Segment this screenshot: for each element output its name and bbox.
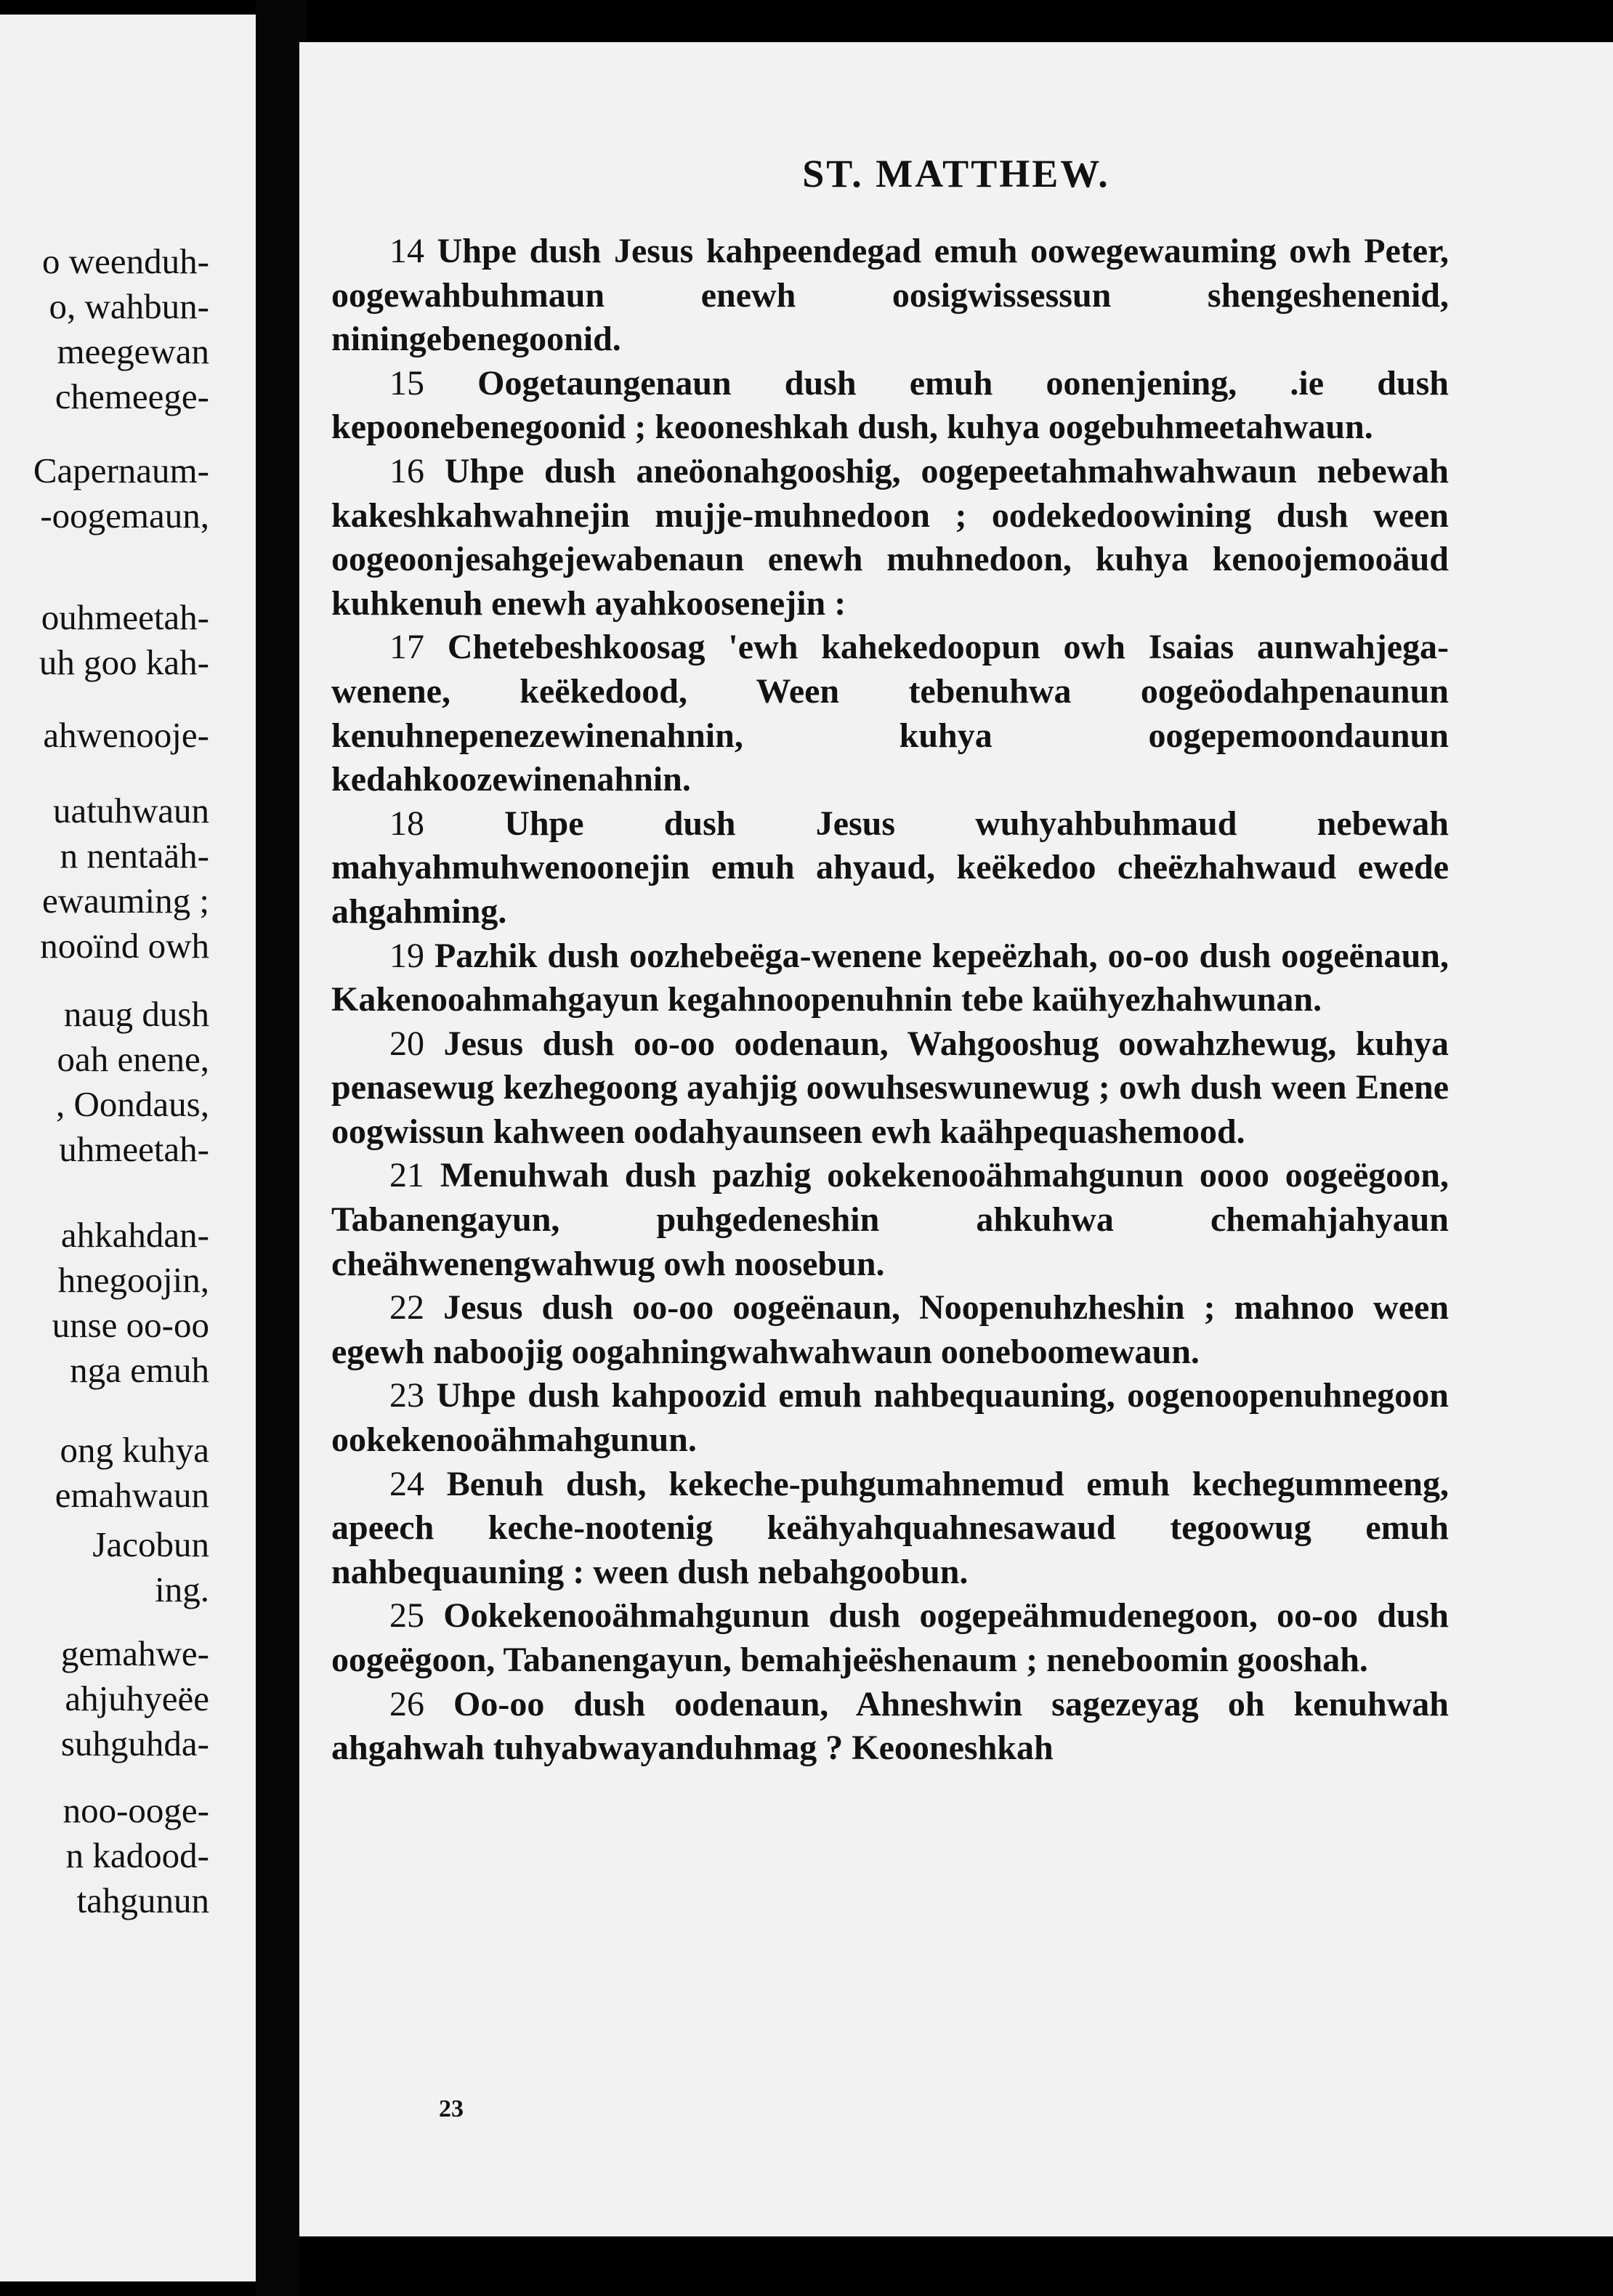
facing-page-line: uh goo kah- bbox=[39, 642, 209, 682]
facing-page-line: hnegoojin, bbox=[57, 1260, 209, 1300]
verse-number: 22 bbox=[389, 1288, 424, 1327]
verse-text: Oo-oo dush oodenaun, Ahneshwin sagezeyag oh kenuhwah ahgahwah tuhyabwayanduhmag ? Keooneshkah bbox=[331, 1684, 1450, 1768]
facing-page-line: n nentaäh- bbox=[60, 836, 209, 876]
facing-page-line: o, wahbun- bbox=[49, 286, 209, 326]
facing-page-line: ouhmeetah- bbox=[41, 597, 209, 637]
facing-page-line: tahgunun bbox=[76, 1880, 209, 1920]
facing-page-line: ahkahdan- bbox=[60, 1215, 209, 1255]
facing-page-line: uhmeetah- bbox=[59, 1129, 209, 1169]
facing-page-line: naug dush bbox=[63, 994, 209, 1034]
verse-number: 18 bbox=[389, 804, 424, 843]
facing-page-line: unse oo-oo bbox=[52, 1305, 209, 1345]
verse-14 bbox=[331, 230, 1449, 362]
verse-number: 17 bbox=[389, 628, 424, 667]
facing-page-line: chemeege- bbox=[54, 376, 209, 416]
facing-page-line: nga emuh bbox=[70, 1350, 209, 1390]
facing-page-line: ong kuhya bbox=[60, 1430, 209, 1470]
facing-page-line: -oogemaun, bbox=[40, 496, 209, 535]
verse-18 bbox=[331, 802, 1449, 934]
facing-page-line: suhguhda- bbox=[60, 1723, 209, 1763]
facing-page-left bbox=[0, 15, 270, 2281]
verse-text: Menuhwah dush pazhig ookekenooähmahgunun oooo oogeëgoon, Tabanengayun, puhgedeneshin ahkuhwa chemahjahyaun cheähwenengwahwug owh noosebun. bbox=[331, 1156, 1450, 1283]
verse-number: 19 bbox=[389, 936, 424, 975]
facing-page-line: n kadood- bbox=[65, 1835, 209, 1875]
verse-number: 26 bbox=[389, 1684, 424, 1723]
verse-text: Jesus dush oo-oo oodenaun, Wahgooshug oowahzhewug, kuhya penasewug kezhegoong ayahjig oowuhseswunewug ; owh dush ween Enene oogwissun kahween oodahyaunseen ewh kaähpequashemood. bbox=[331, 1024, 1449, 1151]
verse-text: Uhpe dush Jesus kahpeendegad emuh oowegewauming owh Peter, oogewahbuhmaun enewh oosigwissessun shengeshenenid, niningebenegoonid. bbox=[331, 232, 1450, 359]
facing-page-line: , Oondaus, bbox=[56, 1084, 209, 1124]
running-head: ST. MATTHEW. bbox=[802, 152, 1110, 195]
verse-text: Benuh dush, kekeche-puhgumahnemud emuh kechegummeeng, apeech keche-nootenig keähyahquahnesawaud tegoowug emuh nahbequauning : ween dush nebahgoobun. bbox=[331, 1464, 1449, 1591]
verse-17 bbox=[331, 626, 1449, 801]
verse-text: Uhpe dush kahpoozid emuh nahbequauning, oogenoopenuhnegoon ookekenooähmahgunun. bbox=[331, 1376, 1449, 1460]
verse-25 bbox=[331, 1594, 1449, 1682]
verse-text: Jesus dush oo-oo oogeënaun, Noopenuhzheshin ; mahnoo ween egewh naboojig oogahningwahwahwaun ooneboomewaun. bbox=[331, 1288, 1450, 1371]
verse-19 bbox=[331, 934, 1449, 1022]
verse-number: 20 bbox=[389, 1024, 424, 1063]
verse-21 bbox=[331, 1154, 1449, 1286]
verse-16 bbox=[331, 450, 1449, 626]
verse-number: 16 bbox=[389, 451, 424, 490]
facing-page-line: ahwenooje- bbox=[43, 715, 209, 755]
facing-page-line: o weenduh- bbox=[42, 241, 209, 281]
verse-text: Chetebeshkoosag 'ewh kahekedoopun owh Isaias aunwahjega-wenene, keëkedood, Ween tebenuhwa oogeöodahpenaunun kenuhnepenezewinenahnin, kuhya oogepemoondaunun kedahkoozewinenahnin. bbox=[331, 628, 1449, 799]
verse-number: 15 bbox=[389, 363, 424, 403]
verse-23 bbox=[331, 1374, 1449, 1462]
facing-page-line: Jacobun bbox=[92, 1524, 209, 1564]
book-page bbox=[299, 42, 1613, 2236]
verse-number: 23 bbox=[389, 1376, 424, 1415]
facing-page-line: uatuhwaun bbox=[53, 791, 209, 830]
verse-number: 24 bbox=[389, 1464, 424, 1503]
facing-page-line: noo-ooge- bbox=[62, 1790, 209, 1830]
facing-page-line: ahjuhyeëe bbox=[65, 1678, 209, 1718]
verse-20 bbox=[331, 1022, 1449, 1155]
facing-page-line: ing. bbox=[155, 1569, 209, 1609]
facing-page-line: oah enene, bbox=[57, 1039, 209, 1079]
text-column bbox=[331, 230, 1449, 1771]
facing-page-line: emahwaun bbox=[54, 1475, 209, 1515]
facing-page-line: meegewan bbox=[57, 331, 209, 371]
verse-text: Pazhik dush oozhebeëga-wenene kepeëzhah, oo-oo dush oogeënaun, Kakenooahmahgayun kegahnoopenuhnin tebe kaühyezhahwunan. bbox=[331, 936, 1450, 1019]
verse-number: 14 bbox=[389, 232, 424, 270]
scan-bottom-edge bbox=[299, 2236, 1613, 2296]
facing-page-line: gemahwe- bbox=[60, 1633, 209, 1673]
verse-22 bbox=[331, 1286, 1449, 1374]
verse-number: 25 bbox=[389, 1596, 424, 1636]
page-number: 23 bbox=[439, 2095, 464, 2122]
verse-26 bbox=[331, 1683, 1449, 1771]
verse-15 bbox=[331, 362, 1449, 450]
verse-text: Oogetaungenaun dush emuh oonenjening, .ie dush kepoonebenegoonid ; keooneshkah dush, kuhya oogebuhmeetahwaun. bbox=[331, 363, 1449, 447]
verse-text: Ookekenooähmahgunun dush oogepeähmudenegoon, oo-oo dush oogeëgoon, Tabanengayun, bemahjeëshenaum ; neneboomin gooshah. bbox=[331, 1596, 1450, 1679]
verse-24 bbox=[331, 1463, 1449, 1595]
verse-number: 21 bbox=[389, 1156, 424, 1195]
facing-page-line: nooïnd owh bbox=[40, 926, 209, 966]
verse-text: Uhpe dush Jesus wuhyahbuhmaud nebewah mahyahmuhwenoonejin emuh ahyaud, keëkedoo cheëzhahwaud ewede ahgahming. bbox=[331, 804, 1449, 931]
facing-page-line: ewauming ; bbox=[42, 881, 209, 921]
facing-page-line: Capernaum- bbox=[33, 450, 209, 490]
verse-text: Uhpe dush aneöonahgooshig, oogepeetahmahwahwaun nebewah kakeshkahwahnejin mujje-muhnedoon ; oodekedoowining dush ween oogeoonjesahgejewabenaun enewh muhnedoon, kuhya kenoojemooäud kuhkenuh enewh ayahkoosenejin : bbox=[331, 451, 1450, 623]
